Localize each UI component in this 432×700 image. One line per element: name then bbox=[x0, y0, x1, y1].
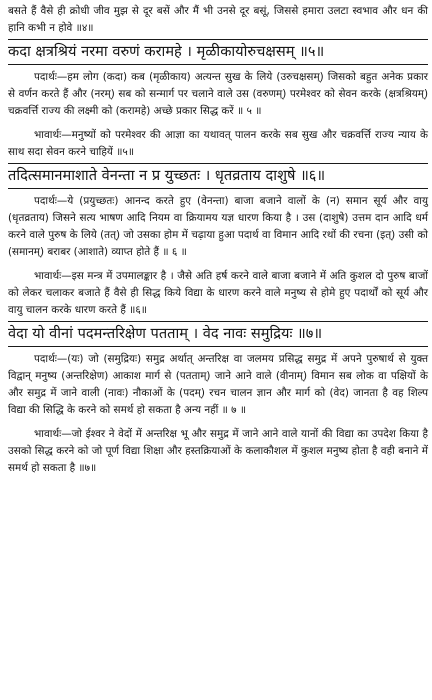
mantra-6-verse: तदित्समानमाशाते वेनन्ता न प्र युच्छतः । धृतव्रताय दाशुषे ॥६॥ bbox=[8, 167, 326, 184]
mantra-6-padartha: पदार्थः—ये (प्रयुच्छतः) आनन्द करते हुए (वेनन्ता) बाजा बजाने वालों के (न) समान सूर्य और वायु (धृतव्रताय) जिसने सत्य भाषण आदि नियम वा क्रियामय यज्ञ धारण किया है । उस (दाशुषे) उत्तम दान आदि धर्म करने वाले पुरुष के लिये (तत्) जो उसका होम में चढ़ाया हुआ पदार्थ वा विमान आदि रथों की रचना (इत्) उसी को (समानम्) बराबर (आशाते) व्याप्त होते हैं ॥ ६ ॥ bbox=[8, 195, 428, 258]
mantra-7-verse: वेदा यो वीनां पदमन्तरिक्षेण पतताम् । वेद नावः समुद्रियः ॥७॥ bbox=[8, 325, 323, 342]
verse-rule-bottom bbox=[8, 188, 428, 189]
mantra-7-padartha: पदार्थः—(यः) जो (समुद्रियः) समुद्र अर्थात् अन्तरिक्ष वा जलमय प्रसिद्ध समुद्र में अपने पुरुषार्थ से युक्त विद्वान् मनुष्य (अन्तरिक्षेण) आकाश मार्ग से (पतताम्) जाने आने वाले (वीनाम्) विमान सब लोक वा पक्षियों के और समुद्र में जाने वाली (नावः) नौकाओं के (पदम्) रचन चालन ज्ञान और मार्ग को (वेद) जानता है वह शिल्प विद्या की सिद्धि के करने को समर्थ हो सकता है अन्य नहीं ॥ ७ ॥ bbox=[8, 353, 428, 416]
verse-rule-top bbox=[8, 163, 428, 164]
verse-rule-bottom bbox=[8, 64, 428, 65]
prose-paragraph-1: बसते हैं वैसे ही क्रोधी जीव मुझ से दूर बसें और मैं भी उनसे दूर बसूं, जिससे हमारा उलटा स्वभाव और धन की हानि कभी न होवे ॥४॥ bbox=[8, 5, 428, 34]
verse-rule-top bbox=[8, 39, 428, 40]
mantra-6-bhavartha: भावार्थः—इस मन्त्र में उपमालङ्कार है । जैसे अति हर्ष करने वाले बाजा बजाने में अति कुशल दो पुरुष बाजों को लेकर चलाकर बजाते हैं वैसे ही सिद्ध किये विद्या के धारण करने वाले मनुष्य से होमे हुए पदार्थों को सूर्य और वायु चालन करके धारण करते हैं ॥६॥ bbox=[8, 270, 428, 316]
mantra-7-bhavartha: भावार्थः—जो ईश्वर ने वेदों में अन्तरिक्ष भू और समुद्र में जाने आने वाले यानों की विद्या का उपदेश किया है उसको सिद्ध करने को जो पूर्ण विद्या शिक्षा और हस्तक्रियाओं के कलाकौशल में कुशल मनुष्य होता है वही बनाने में समर्थ हो सकता है ॥७॥ bbox=[8, 428, 428, 474]
verse-rule-bottom bbox=[8, 346, 428, 347]
mantra-5-verse: कदा क्षत्रश्रियं नरमा वरुणं करामहे । मृळीकायोरुचक्षसम् ॥५॥ bbox=[8, 43, 325, 60]
verse-rule-top bbox=[8, 321, 428, 322]
mantra-5-bhavartha: भावार्थः—मनुष्यों को परमेश्वर की आज्ञा का यथावत् पालन करके सब सुख और चक्रवर्त्ति राज्य न्याय के साथ सदा सेवन करने चाहियें ॥५॥ bbox=[8, 129, 428, 158]
mantra-5-padartha: पदार्थः—हम लोग (कदा) कब (मृळीकाय) अत्यन्त सुख के लिये (उरुचक्षसम्) जिसको बहुत अनेक प्रकार से वर्णन करते हैं और (नरम्) सब को सन्मार्ग पर चलाने वाले उस (वरुणम्) परमेश्वर को सेवन करके (क्षत्रश्रियम्) चक्रवर्त्ति राज्य की लक्ष्मी को (करामहे) अच्छे प्रकार सिद्ध करें ॥ ५ ॥ bbox=[8, 71, 428, 117]
